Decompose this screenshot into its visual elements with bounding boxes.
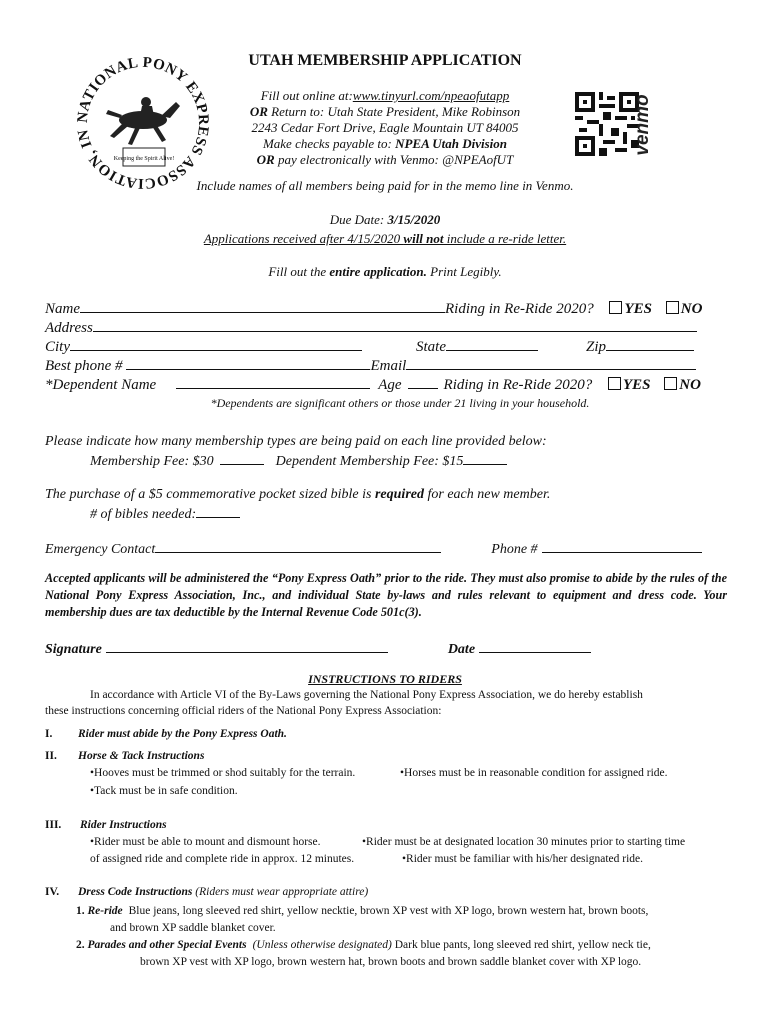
riding-no-checkbox[interactable] — [666, 301, 679, 314]
venmo-line: OR pay electronically with Venmo: @NPEAofUT — [256, 152, 514, 167]
logo-inner-text: Keeping the Spirit Alive! — [113, 156, 175, 162]
section-3-item-d: •Rider must be familiar with his/her designated ride. — [402, 853, 643, 865]
logo-ring-text: NATIONAL PONY EXPRESS ASSOCIATION, IN — [74, 54, 212, 192]
online-link[interactable]: www.tinyurl.com/npeaofutapp — [352, 88, 510, 103]
dependent-name-field[interactable] — [176, 374, 370, 389]
emergency-phone-field[interactable] — [542, 538, 702, 553]
section-3-number: III. — [45, 819, 62, 831]
section-4-header: Dress Code Instructions (Riders must wear appropriate attire) — [78, 886, 369, 898]
page-title: UTAH MEMBERSHIP APPLICATION — [248, 52, 522, 69]
mailing-address: 2243 Cedar Fort Drive, Eagle Mountain UT 84005 — [251, 120, 519, 135]
dependent-count-field[interactable] — [463, 450, 507, 465]
section-3-item-a: •Rider must be able to mount and dismount horse. — [90, 836, 321, 848]
membership-count-field[interactable] — [220, 450, 264, 465]
phone-row: Best phone # Email — [45, 355, 735, 376]
dependent-age-field[interactable] — [408, 374, 438, 389]
emergency-row: Emergency Contact Phone # — [45, 538, 735, 559]
zip-field[interactable] — [606, 336, 694, 351]
section-2-item-c: •Tack must be in safe condition. — [90, 785, 238, 797]
dependent-note: *Dependents are significant others or those under 21 living in your household. — [210, 396, 590, 410]
dependent-riding-yes-checkbox[interactable] — [608, 377, 621, 390]
address-field[interactable] — [93, 317, 697, 332]
header-block — [190, 88, 580, 168]
section-3-title: Rider Instructions — [80, 819, 167, 831]
email-field[interactable] — [406, 355, 696, 370]
section-3-item-c: of assigned ride and complete ride in approx. 12 minutes. — [90, 853, 355, 865]
memo-note: Include names of all members being paid for in the memo line in Venmo. — [196, 178, 574, 193]
name-field[interactable] — [80, 298, 445, 313]
venmo-brand-text: venmo — [632, 94, 653, 156]
instructions-intro-2: these instructions concerning official riders of the National Pony Express Association: — [45, 705, 442, 717]
section-2-title: Horse & Tack Instructions — [78, 750, 205, 762]
fill-instructions: Fill out the entire application. Print Legibly. — [268, 264, 502, 279]
date-field[interactable] — [479, 638, 591, 653]
section-2-number: II. — [45, 750, 57, 762]
city-field[interactable] — [70, 336, 362, 351]
dress-code-reride: 1. Re-ride Blue jeans, long sleeved red shirt, yellow necktie, brown XP vest with XP logo, brown western hat, brown boots, — [76, 905, 649, 917]
riding-yes-checkbox[interactable] — [609, 301, 622, 314]
section-1-number: I. — [45, 728, 53, 740]
instructions-heading: INSTRUCTIONS TO RIDERS — [308, 672, 462, 686]
signature-field[interactable] — [106, 638, 388, 653]
emergency-contact-field[interactable] — [155, 538, 441, 553]
section-2-item-a: •Hooves must be trimmed or shod suitably for the terrain. — [90, 767, 356, 779]
dress-code-parades: 2. Parades and other Special Events (Unless otherwise designated) Dark blue pants, long sleeved red shirt, yellow neck tie, — [76, 939, 651, 951]
fees-row: Membership Fee: $30 Dependent Membership Fee: $15 — [90, 450, 730, 471]
section-4-number: IV. — [45, 886, 60, 898]
instructions-intro-1: In accordance with Article VI of the By-Laws governing the National Pony Express Association, we do hereby establish — [90, 689, 643, 701]
bible-line: The purchase of a $5 commemorative pocket sized bible is required for each new member. — [45, 487, 551, 502]
section-2-item-b: •Horses must be in reasonable condition for assigned ride. — [400, 767, 668, 779]
dependent-row: *Dependent Name Age Riding in Re-Ride 2020? YES NO — [45, 374, 735, 395]
section-3-item-b: •Rider must be at designated location 30 minutes prior to starting time — [362, 836, 686, 848]
bibles-needed-row: # of bibles needed: — [90, 503, 390, 524]
phone-field[interactable] — [126, 355, 370, 370]
bibles-count-field[interactable] — [196, 503, 240, 518]
dress-code-reride-cont: and brown XP saddle blanket cover. — [110, 922, 276, 934]
dress-code-parades-cont: brown XP vest with XP logo, brown western hat, brown boots and brown saddle blanket cover with XP logo. — [140, 956, 642, 968]
due-date-line: Due Date: 3/15/2020 — [329, 212, 441, 227]
signature-row: Signature Date — [45, 638, 735, 659]
checks-line: Make checks payable to: NPEA Utah Division — [262, 136, 508, 151]
section-1-title: Rider must abide by the Pony Express Oath. — [78, 728, 287, 740]
oath-paragraph: Accepted applicants will be administered the “Pony Express Oath” prior to the ride. They must also promise to abide by the rules of the National Pony Express Association, Inc., and individual State by-laws and rules relevant to equipment and dress code. Your membership dues are tax deductible by the Internal Revenue Code 501c(3). — [45, 571, 727, 619]
venmo-logo — [628, 94, 658, 156]
fees-intro: Please indicate how many membership types are being paid on each line provided below: — [45, 434, 547, 449]
address-row: Address — [45, 317, 735, 338]
city-row: City State Zip — [45, 336, 735, 357]
dependent-riding-no-checkbox[interactable] — [664, 377, 677, 390]
state-field[interactable] — [446, 336, 538, 351]
online-line: Fill out online at:www.tinyurl.com/npeaofutapp — [260, 88, 510, 103]
late-notice: Applications received after 4/15/2020 will not include a re-ride letter. — [203, 231, 567, 246]
return-line: OR Return to: Utah State President, Mike Robinson — [249, 104, 521, 119]
name-row: Name Riding in Re-Ride 2020? YES NO — [45, 298, 735, 319]
